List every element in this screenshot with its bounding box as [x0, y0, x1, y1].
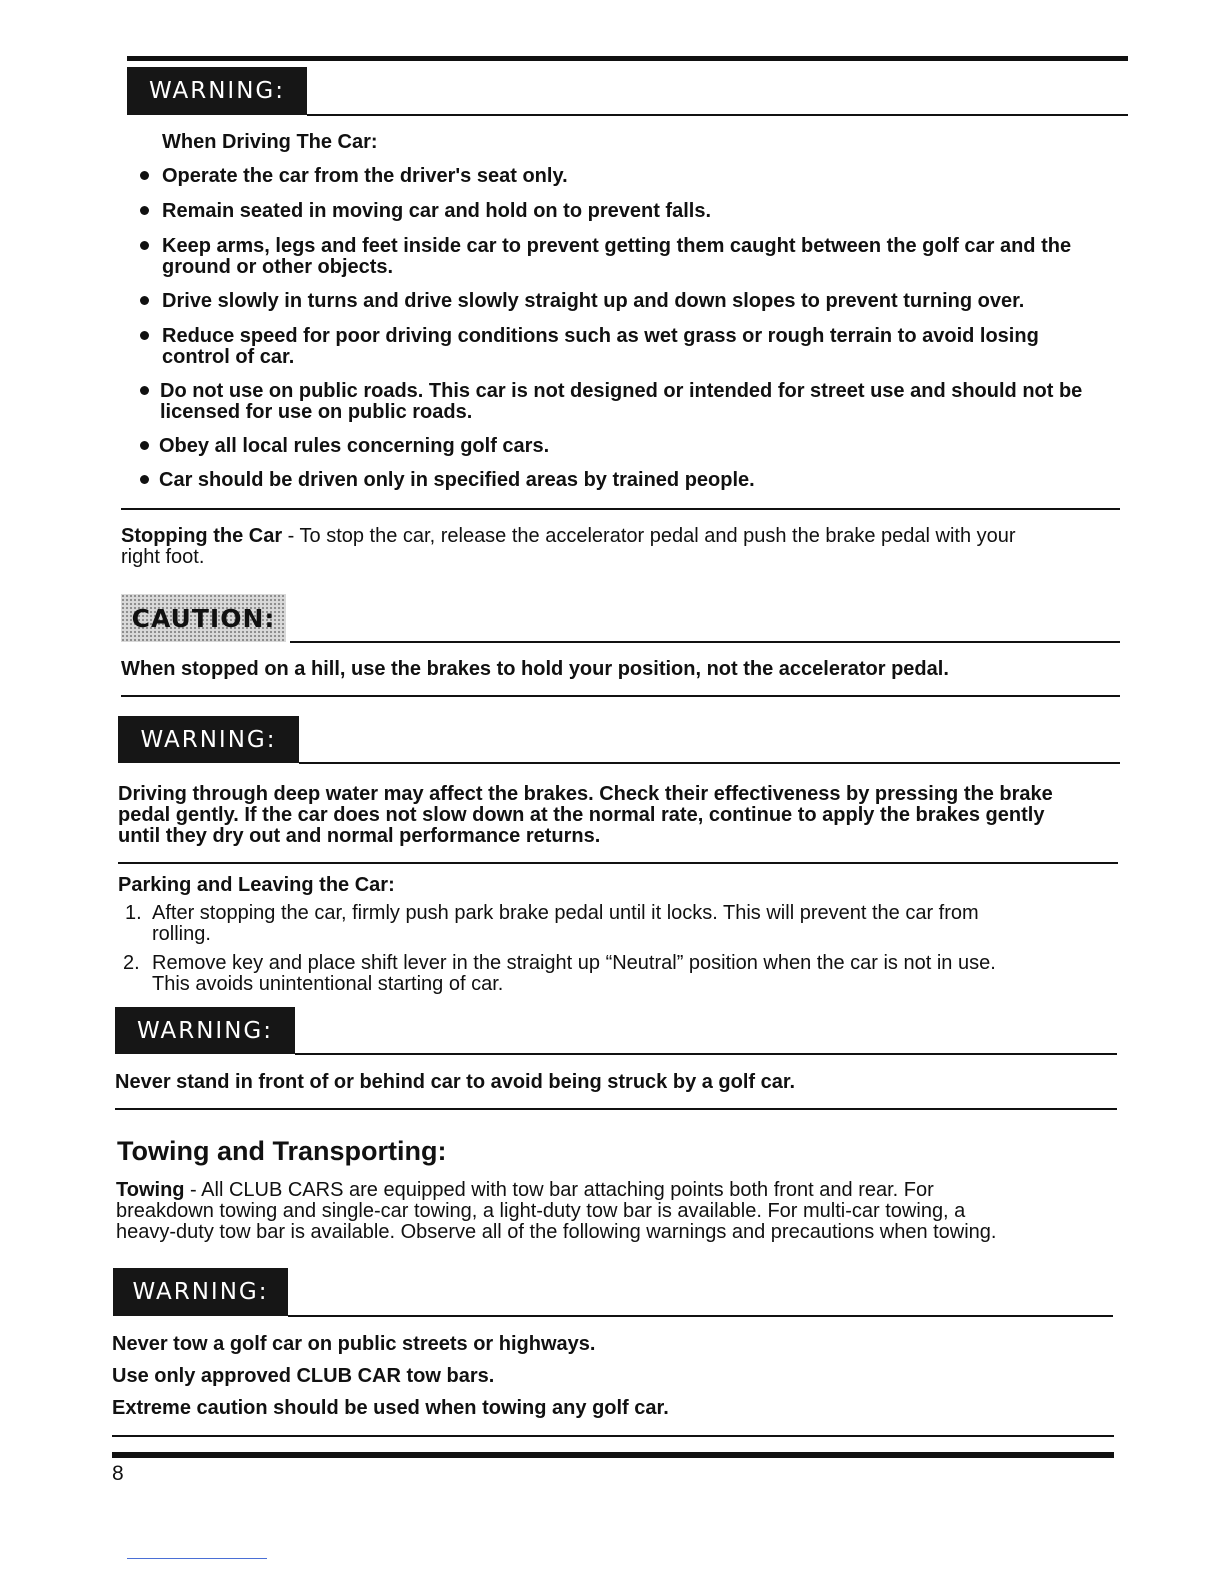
step-number: 2. [123, 952, 140, 974]
warning-item: Drive slowly in turns and drive slowly straight up and down slopes to prevent turning over. [162, 290, 1025, 312]
step-text: This avoids unintentional starting of car. [152, 973, 504, 995]
caution-text: When stopped on a hill, use the brakes to hold your position, not the accelerator pedal. [121, 658, 949, 680]
warning-badge: WARNING: [113, 1268, 288, 1316]
towing-text: heavy-duty tow bar is available. Observe all of the following warnings and precautions when towing. [116, 1221, 997, 1243]
page-number: 8 [112, 1462, 124, 1485]
caution-badge: CAUTION: [121, 594, 286, 642]
warning-item: Reduce speed for poor driving conditions such as wet grass or rough terrain to avoid losing [162, 325, 1039, 347]
warning-item: Do not use on public roads. This car is not designed or intended for street use and should not be [160, 380, 1083, 402]
warning-item: licensed for use on public roads. [160, 401, 473, 423]
warning-text: Extreme caution should be used when towing any golf car. [112, 1397, 669, 1419]
warning-item: Obey all local rules concerning golf cars. [159, 435, 550, 457]
bottom-link-line [127, 1558, 267, 1559]
warning-underline [295, 1053, 1117, 1055]
footer-rule-thin [112, 1435, 1114, 1437]
bullet-icon [140, 475, 149, 484]
caution-underline [290, 641, 1120, 643]
towing-label: Towing [116, 1179, 185, 1201]
towing-paragraph [116, 1180, 934, 1201]
section-divider [121, 508, 1120, 510]
warning-badge: WARNING: [127, 67, 307, 115]
section-divider [118, 862, 1118, 864]
bullet-icon [140, 296, 149, 305]
warning-text: pedal gently. If the car does not slow down at the normal rate, continue to apply the brakes gently [118, 804, 1045, 826]
footer-rule-thick [112, 1452, 1114, 1458]
bullet-icon [140, 241, 149, 250]
warning-badge: WARNING: [118, 716, 299, 763]
warning-badge: WARNING: [115, 1007, 295, 1054]
stopping-label: Stopping the Car [121, 525, 283, 547]
section-title: Towing and Transporting: [117, 1136, 447, 1166]
stopping-text-line2: right foot. [121, 546, 205, 568]
warning-text: Never tow a golf car on public streets or highways. [112, 1333, 596, 1355]
stopping-text: - To stop the car, release the accelerator pedal and push the brake pedal with your [282, 525, 1016, 547]
warning-underline [307, 114, 1128, 116]
warning-underline [288, 1315, 1113, 1317]
warning-text: until they dry out and normal performance returns. [118, 825, 601, 847]
warning-item: Car should be driven only in specified areas by trained people. [159, 469, 755, 491]
step-text: After stopping the car, firmly push park brake pedal until it locks. This will prevent the car from [152, 902, 979, 924]
warning-heading: When Driving The Car: [162, 131, 378, 153]
warning-item: Remain seated in moving car and hold on to prevent falls. [162, 200, 711, 222]
stopping-paragraph [121, 526, 1016, 547]
top-rule [127, 56, 1128, 61]
towing-text: - All CLUB CARS are equipped with tow bar attaching points both front and rear. For [184, 1179, 934, 1201]
bullet-icon [140, 386, 149, 395]
bullet-icon [140, 331, 149, 340]
warning-underline [299, 762, 1120, 764]
bullet-icon [140, 206, 149, 215]
towing-text: breakdown towing and single-car towing, a light-duty tow bar is available. For multi-car towing, a [116, 1200, 966, 1222]
bullet-icon [140, 171, 149, 180]
step-number: 1. [125, 902, 142, 924]
warning-item: Operate the car from the driver's seat only. [162, 165, 568, 187]
warning-text: Driving through deep water may affect the brakes. Check their effectiveness by pressing the brake [118, 783, 1053, 805]
parking-heading: Parking and Leaving the Car: [118, 874, 395, 896]
bullet-icon [140, 441, 149, 450]
section-divider [121, 695, 1120, 697]
warning-item: ground or other objects. [162, 256, 394, 278]
section-divider [115, 1108, 1117, 1110]
step-text: Remove key and place shift lever in the straight up “Neutral” position when the car is not in use. [152, 952, 996, 974]
warning-item: Keep arms, legs and feet inside car to prevent getting them caught between the golf car and the [162, 235, 1072, 257]
step-text: rolling. [152, 923, 211, 945]
warning-item: control of car. [162, 346, 295, 368]
warning-text: Never stand in front of or behind car to avoid being struck by a golf car. [115, 1071, 796, 1093]
warning-text: Use only approved CLUB CAR tow bars. [112, 1365, 495, 1387]
